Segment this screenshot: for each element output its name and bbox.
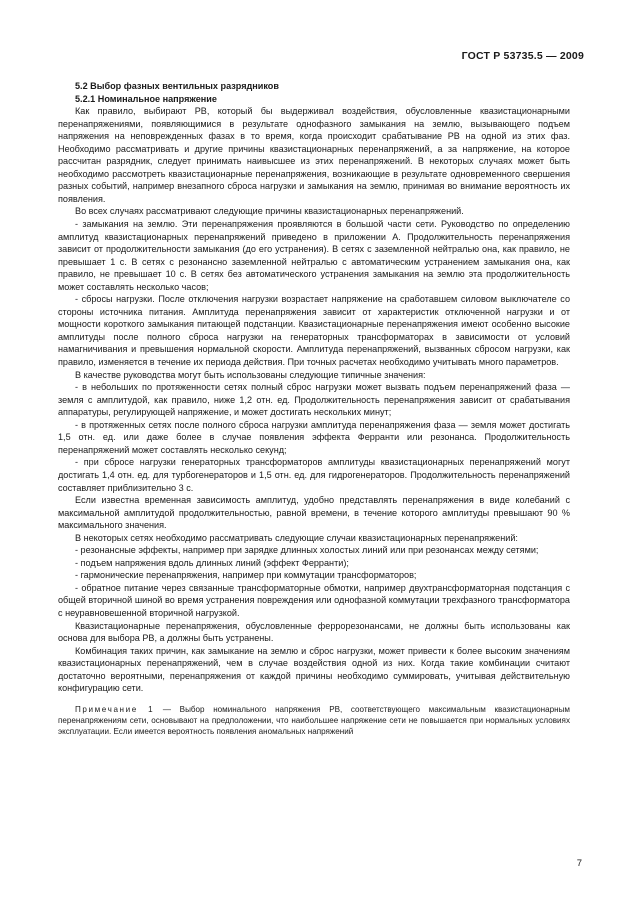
paragraph-special-cases-lead: В некоторых сетях необходимо рассматривать следующие случаи квазистационарных перенапряжений: xyxy=(75,532,518,543)
paragraph-back-feed: - обратное питание через связанные трансформаторные обмотки, например двухтрансформаторная подстанция с общей вторичной шиной во время устранения повреждения или однофазной коммутации трехфазного трансформатора с неуравновешенной вторичной нагрузкой. xyxy=(58,582,570,618)
standard-header: ГОСТ Р 53735.5 — 2009 xyxy=(461,50,584,62)
note-text: — Выбор номинального напряжения РВ, соответствующего максимальным квазистационарным перенапряжениям сети, основывают на предположении, что наибольшее напряжение сети не повышается при нормальных условиях эксплуатации. Если имеется вероятность появления аномальных напряжений xyxy=(58,704,570,737)
note-paragraph xyxy=(58,704,570,738)
paragraph-guidance-lead: В качестве руководства могут быть использованы следующие типичные значения: xyxy=(75,369,426,380)
page-number: 7 xyxy=(576,858,582,869)
paragraph-harmonics: - гармонические перенапряжения, например при коммутации трансформаторов; xyxy=(75,570,417,581)
note-block xyxy=(58,704,570,738)
page-body xyxy=(58,80,570,737)
paragraph-time-dependence: Если известна временная зависимость амплитуд, удобно представлять перенапряжения в виде колебаний с максимальной амплитудой продолжительностью, равной времени, в течение которого амплитуды превышают 90 % максимального значения. xyxy=(58,495,570,531)
paragraph-earth-faults: - замыкания на землю. Эти перенапряжения проявляются в большой части сети. Руководство по определению амплитуд квазистационарных перенапряжений приведено в приложении А. Продолжительность перенапряжения зависит от продолжительности замыкания (до его устранения). В сетях с заземленной нейтралью она, как правило, не превышает 1 с. В сетях с резонансно заземленной нейтралью с автоматическим устранением замыкания она, как правило, не превышает 10 с. В сетях без автоматического устранения замыкания на землю эта продолжительность может составлять несколько часов; xyxy=(58,219,570,292)
paragraph-generator-transformers: - при сбросе нагрузки генераторных трансформаторов амплитуды квазистационарных перенапряжений могут достигать 1,4 отн. ед. для турбогенераторов и 1,5 отн. ед. для гидрогенераторов. Продолжительность перенапряжений составляет приблизительно 3 с. xyxy=(58,457,570,493)
paragraph-intro: Как правило, выбирают РВ, который бы выдерживал воздействия, обусловленные квазистационарными перенапряжениями, появляющимися в результате однофазного замыкания на землю, вызывающего подъем напряжения на неповрежденных фазах в то время, когда происходит срабатывание РВ на одной из этих фаз. Необходимо рассматривать и другие причины квазистационарных перенапряжений, а за напряжение, на которое рассчитан разрядник, следует принимать наивысшее из этих перенапряжений. В некоторых случаях может быть необходимо рассмотреть квазистационарные перенапряжения, возникающие в результате одновременного свершения разных событий, например внезапного сброса нагрузки и замыкания на землю, принимая во внимание вероятность их появления. xyxy=(58,106,570,204)
paragraph-causes-lead: Во всех случаях рассматривают следующие причины квазистационарных перенапряжений. xyxy=(75,206,464,217)
note-label: Примечание 1 xyxy=(75,704,155,714)
paragraph-load-rejection: - сбросы нагрузки. После отключения нагрузки возрастает напряжение на сработавшем силовом выключателе со стороны источника питания. Амплитуда перенапряжения зависит от характеристик отключенной нагрузки и от мощности короткого замыкания питающей подстанции. Квазистационарные перенапряжения имеют особенно высокие амплитуды после полного сброса нагрузки на генераторных трансформаторах в зависимости от условий намагничивания и превышения нормальной скорости. Амплитуда перенапряжений, вызванных сбросом нагрузки, как правило, изменяется в течение их периода действия. При точных расчетах необходимо учитывать много параметров. xyxy=(58,294,570,368)
paragraph-extended-networks: - в протяженных сетях после полного сброса нагрузки амплитуда перенапряжения фаза — земля может достигать 1,5 отн. ед. или даже более в случае появления эффекта Ферранти или резонанса. Продолжительность перенапряжений может составлять несколько секунд; xyxy=(58,419,570,455)
subsection-title: 5.2.1 Номинальное напряжение xyxy=(75,93,217,104)
paragraph-combination: Комбинация таких причин, как замыкание на землю и сброс нагрузки, может привести к более высоким значениям квазистационарных перенапряжений, чем в случае воздействия одной из них. Когда такие комбинации считают достаточно вероятными, перенапряжения от каждой причины необходимо суммировать, учитывая действительную конфигурацию сети. xyxy=(58,645,570,694)
paragraph-ferranti: - подъем напряжения вдоль длинных линий (эффект Ферранти); xyxy=(75,557,349,568)
paragraph-ferroresonance: Квазистационарные перенапряжения, обусловленные феррорезонансами, не должны быть использованы как основа для выбора РВ, а должны быть устранены. xyxy=(58,620,570,644)
section-title: 5.2 Выбор фазных вентильных разрядников xyxy=(75,81,279,91)
paragraph-small-networks: - в небольших по протяженности сетях полный сброс нагрузки может вызвать подъем перенапряжений фаза — земля с амплитудой, как правило, ниже 1,2 отн. ед. Продолжительность перенапряжения зависит от срабатывания аппаратуры, регулирующей напряжение, и может достигать нескольких минут; xyxy=(58,382,570,418)
paragraph-resonance: - резонансные эффекты, например при зарядке длинных холостых линий или при резонансах между сетями; xyxy=(75,545,539,556)
